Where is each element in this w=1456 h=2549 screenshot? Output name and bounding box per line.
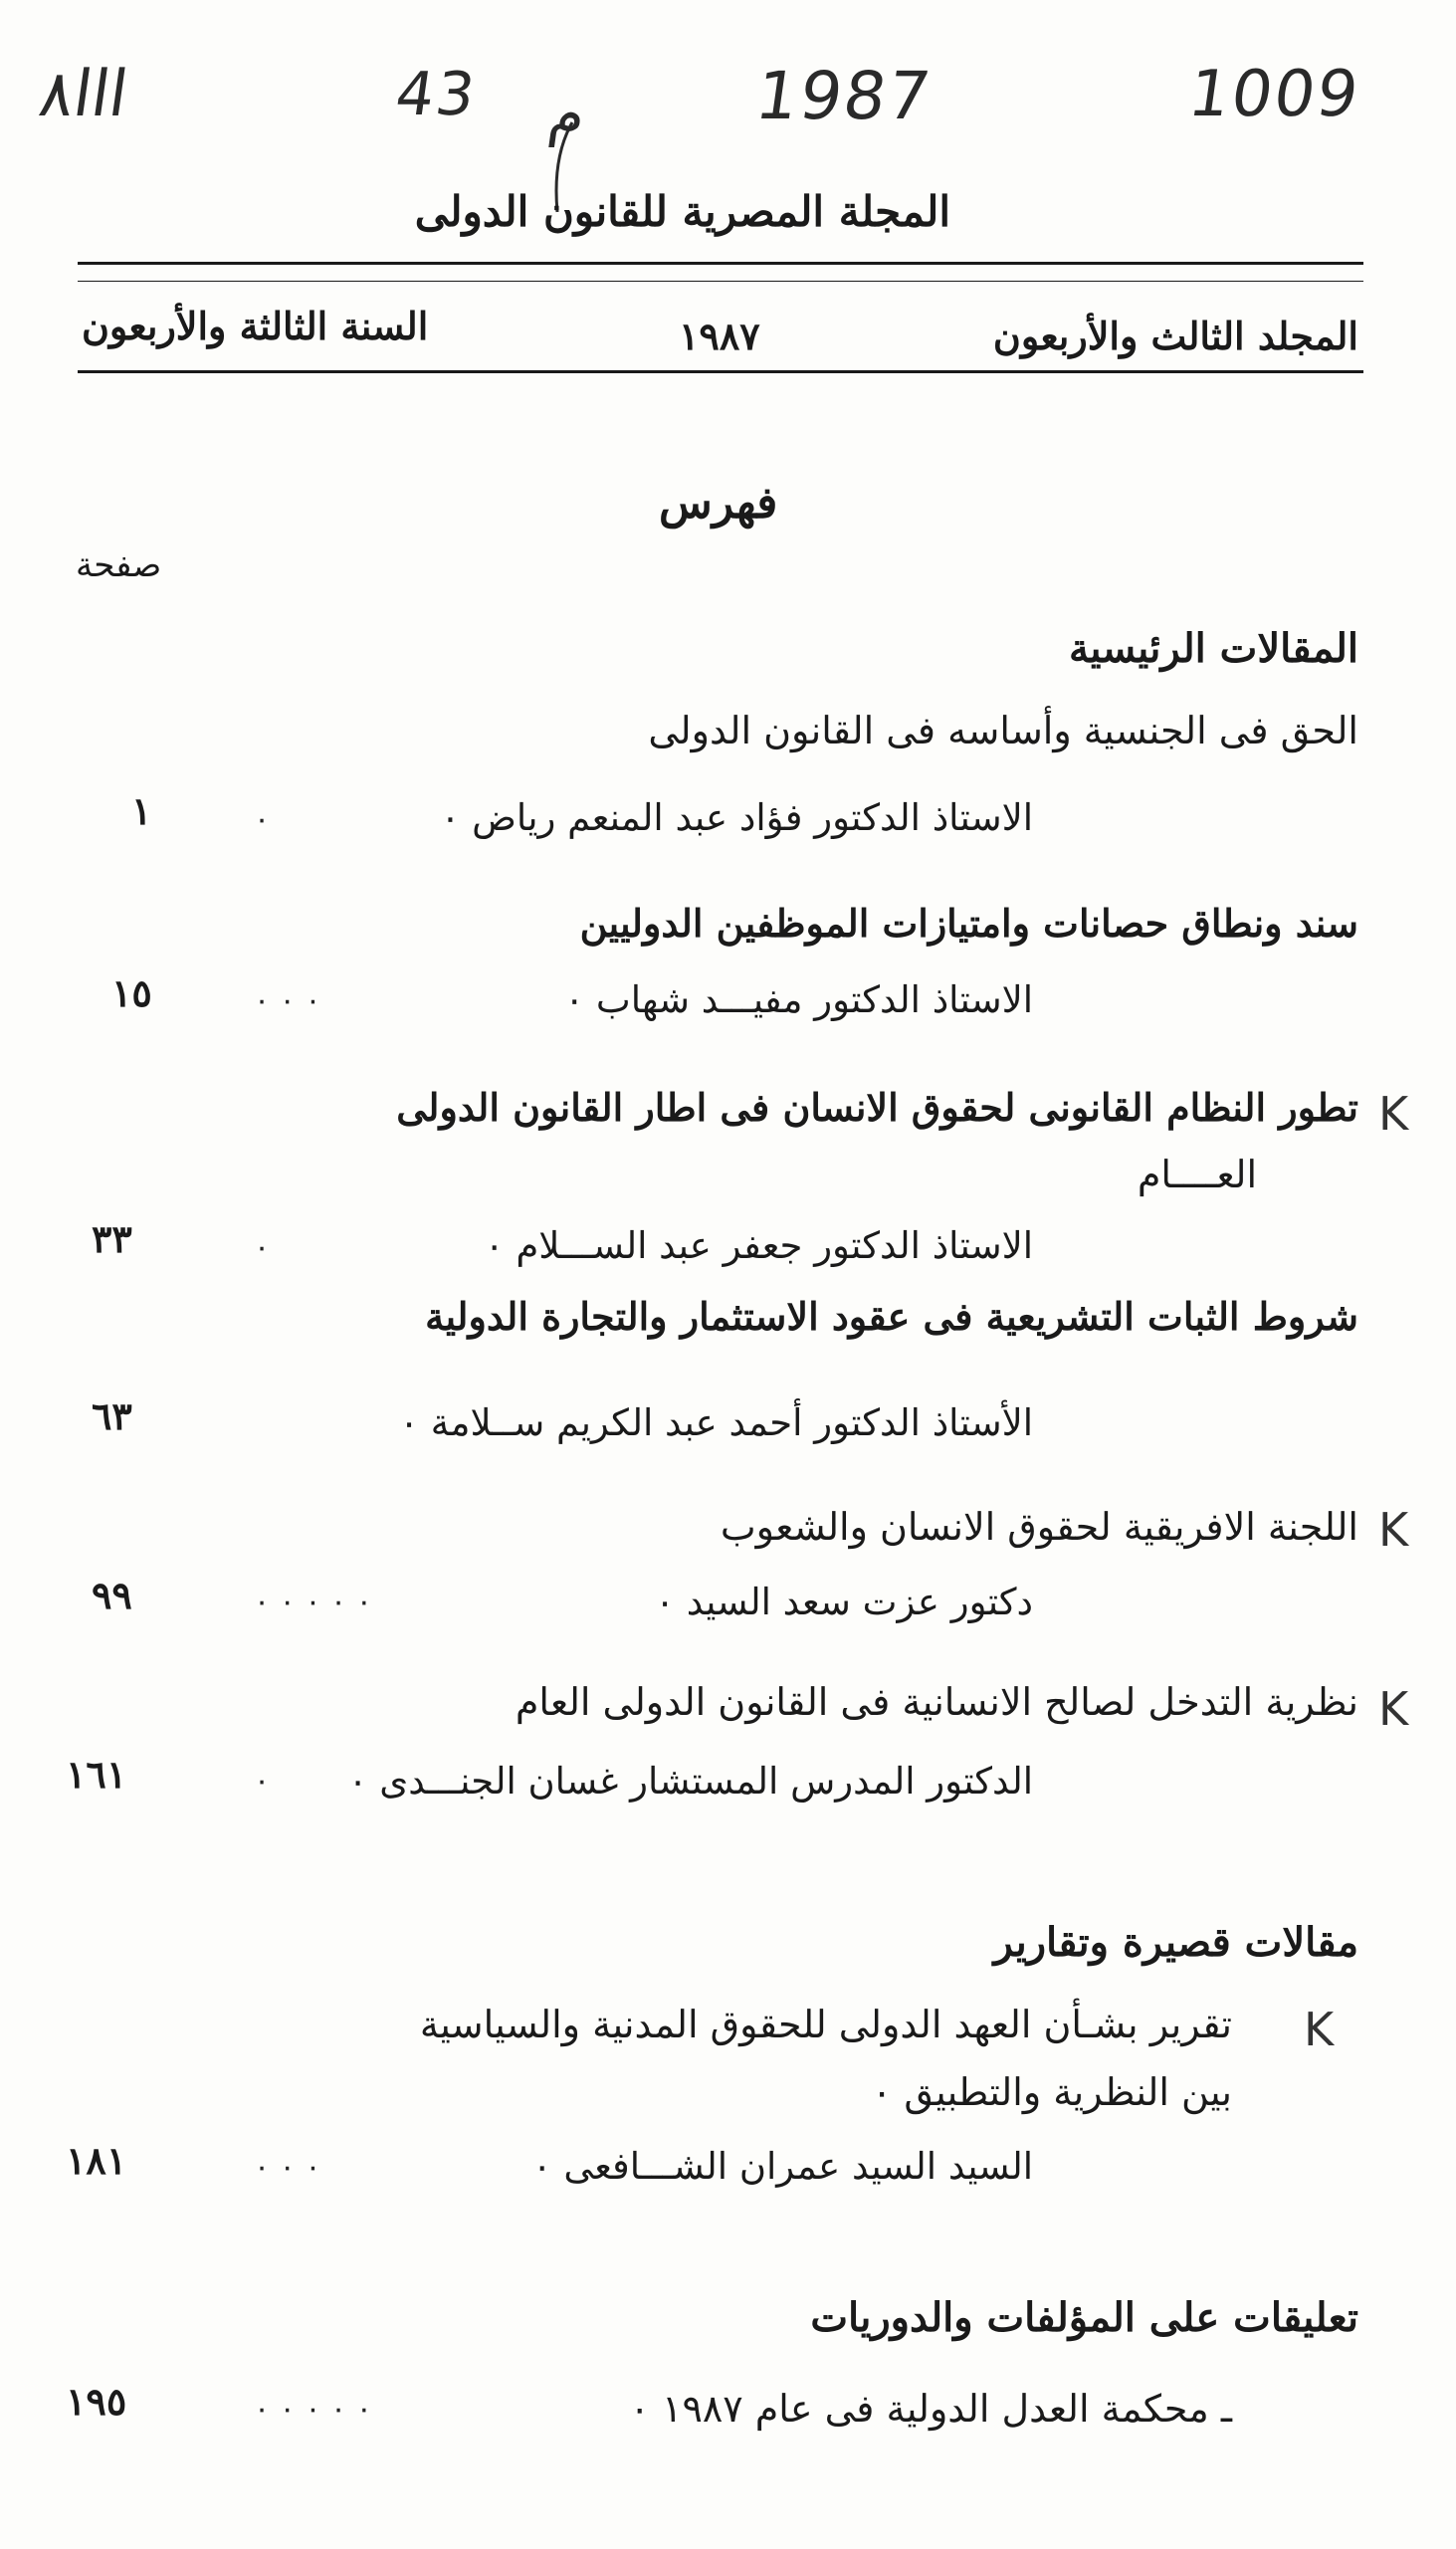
short-entry-title-line2: بين النظرية والتطبيق ٠ [871, 2070, 1232, 2114]
entry-3-title-line2: العــــام [1137, 1153, 1257, 1196]
entry-3-leader: ٠ [254, 1230, 271, 1265]
handwritten-letter-m: م [544, 80, 590, 147]
entry-5-page: ٩٩ [92, 1573, 132, 1617]
margin-mark-3: K [1378, 1087, 1409, 1141]
entry-1-title: الحق فى الجنسية وأساسه فى القانون الدولى [648, 709, 1358, 752]
entry-6-author: الدكتور المدرس المستشار غسان الجنـــدى ٠ [347, 1760, 1033, 1803]
page-column-label: صفحة [76, 545, 162, 585]
header-rule-bottom [78, 370, 1363, 373]
entry-1-page: ١ [131, 788, 152, 833]
section-title-reviews: تعليقات على المؤلفات والدوريات [810, 2294, 1358, 2341]
margin-mark-5: K [1378, 1503, 1409, 1557]
header-rule-top [78, 262, 1363, 265]
short-entry-leader: ٠ ٠ ٠ [254, 2150, 321, 2185]
entry-1-author: الاستاذ الدكتور فؤاد عبد المنعم رياض ٠ [440, 796, 1033, 839]
entry-6-title: نظرية التدخل لصالح الانسانية فى القانون الدولى العام [515, 1680, 1358, 1724]
entry-4-author: الأستاذ الدكتور أحمد عبد الكريم ســلامة ٠ [399, 1401, 1033, 1444]
volume-year: ١٩٨٧ [679, 314, 760, 358]
entry-5-author: دكتور عزت سعد السيد ٠ [655, 1581, 1033, 1623]
short-entry-page: ١٨١ [66, 2138, 127, 2183]
handwritten-number-43: 43 [391, 60, 482, 129]
handwritten-year: 1987 [750, 58, 937, 134]
edition-label: السنة الثالثة والأربعون [82, 304, 429, 348]
short-entry-title-line1: تقرير بشـأن العهد الدولى للحقوق المدنية والسياسية [419, 2003, 1232, 2046]
entry-4-page: ٦٣ [92, 1393, 132, 1438]
volume-label: المجلد الثالث والأربعون [992, 314, 1358, 358]
entry-1-leader: ٠ [254, 802, 271, 837]
entry-2-page: ١٥ [111, 970, 152, 1015]
entry-2-leader: ٠ ٠ ٠ [254, 983, 321, 1018]
section-title-short: مقالات قصيرة وتقارير [993, 1919, 1358, 1966]
entry-6-leader: ٠ [254, 1764, 271, 1799]
entry-6-page: ١٦١ [66, 1752, 127, 1797]
journal-title: المجلة المصرية للقانون الدولى [414, 187, 950, 236]
entry-2-title: سند ونطاق حصانات وامتيازات الموظفين الدوليين [579, 901, 1358, 946]
review-entry-page: ١٩٥ [66, 2379, 127, 2424]
entry-3-author: الاستاذ الدكتور جعفر عبد الســـلام ٠ [484, 1224, 1033, 1267]
margin-mark-6: K [1378, 1682, 1409, 1736]
section-title-main: المقالات الرئيسية [1068, 625, 1358, 672]
short-entry-author: السيد السيد عمران الشـــافعى ٠ [531, 2145, 1033, 2188]
index-title: فهرس [659, 478, 778, 529]
review-entry-leader: ٠ ٠ ٠ ٠ ٠ [254, 2392, 372, 2427]
entry-5-leader: ٠ ٠ ٠ ٠ ٠ [254, 1585, 372, 1619]
entry-3-page: ٣٣ [92, 1216, 132, 1261]
margin-mark-short: K [1304, 2003, 1335, 2056]
handwritten-code-right: 1009 [1183, 58, 1365, 131]
entry-5-title: اللجنة الافريقية لحقوق الانسان والشعوب [720, 1505, 1358, 1549]
review-entry-title: ـ محكمة العدل الدولية فى عام ١٩٨٧ ٠ [629, 2387, 1232, 2431]
header-rule-top-thin [78, 281, 1363, 282]
handwritten-code-left: ﺍﺍﺍ٨ [34, 58, 132, 131]
entry-2-author: الاستاذ الدكتور مفيـــد شهاب ٠ [564, 978, 1033, 1021]
entry-4-title: شروط الثبات التشريعية فى عقود الاستثمار والتجارة الدولية [425, 1294, 1358, 1339]
entry-3-title-line1: تطور النظام القانونى لحقوق الانسان فى اطار القانون الدولى [396, 1085, 1358, 1130]
